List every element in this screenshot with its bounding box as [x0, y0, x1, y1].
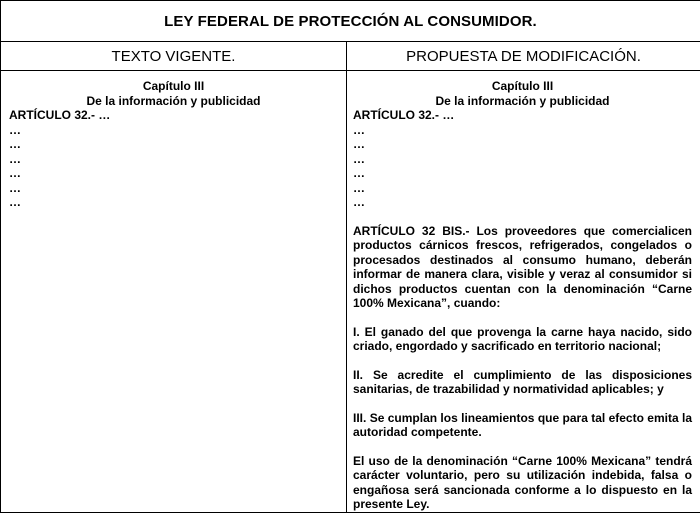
ellipsis-line: …: [9, 181, 338, 196]
chapter-heading: Capítulo III: [353, 79, 692, 94]
fraction-iii-paragraph: III. Se cumplan los lineamientos que para tal efecto emita la autoridad competente.: [353, 411, 692, 440]
ellipsis-line: …: [9, 195, 338, 210]
current-text-column: [1, 71, 347, 513]
header-current-text: TEXTO VIGENTE.: [1, 42, 347, 71]
proposed-text-column: [347, 71, 700, 513]
chapter-heading: Capítulo III: [9, 79, 338, 94]
ellipsis-line: …: [353, 137, 692, 152]
ellipsis-line: …: [9, 166, 338, 181]
ellipsis-line: …: [353, 152, 692, 167]
document-title: LEY FEDERAL DE PROTECCIÓN AL CONSUMIDOR.: [1, 1, 700, 42]
ellipsis-line: …: [353, 181, 692, 196]
ellipsis-line: …: [9, 137, 338, 152]
ellipsis-line: …: [9, 123, 338, 138]
article-heading: ARTÍCULO 32.- …: [353, 108, 692, 123]
ellipsis-line: …: [353, 123, 692, 138]
ellipsis-line: …: [9, 152, 338, 167]
header-proposed-text: PROPUESTA DE MODIFICACIÓN.: [347, 42, 700, 71]
ellipsis-line: …: [353, 166, 692, 181]
chapter-subtitle: De la información y publicidad: [9, 94, 338, 109]
fraction-ii-paragraph: II. Se acredite el cumplimiento de las disposiciones sanitarias, de trazabilidad y normatividad aplicables; y: [353, 368, 692, 397]
ellipsis-line: …: [353, 195, 692, 210]
article-32-bis-paragraph: ARTÍCULO 32 BIS.- Los proveedores que comercialicen productos cárnicos frescos, refrigerados, congelados o procesados destinados al consumo humano, deberán informar de manera clara, visible y veraz al consumidor si dichos productos cuentan con la denominación “Carne 100% Mexicana”, cuando:: [353, 224, 692, 311]
article-heading: ARTÍCULO 32.- …: [9, 108, 338, 123]
chapter-subtitle: De la información y publicidad: [353, 94, 692, 109]
fraction-i-paragraph: I. El ganado del que provenga la carne haya nacido, sido criado, engordado y sacrificado en territorio nacional;: [353, 325, 692, 354]
closing-paragraph: El uso de la denominación “Carne 100% Mexicana” tendrá carácter voluntario, pero su utilización indebida, falsa o engañosa será sancionada conforme a lo dispuesto en la presente Ley.: [353, 454, 692, 512]
